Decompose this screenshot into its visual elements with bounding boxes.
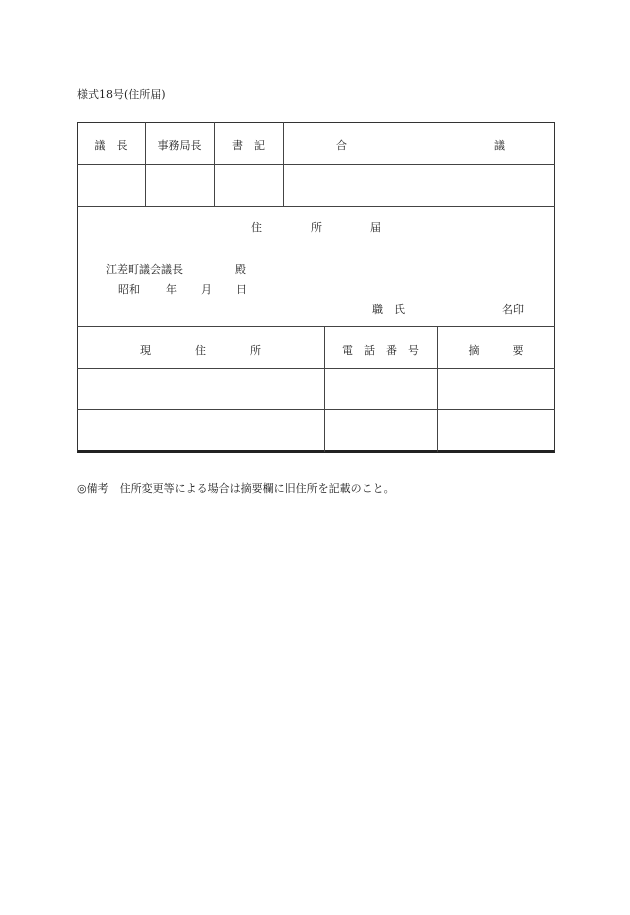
month-label: 月 [201,283,212,296]
phone-cell-row-2[interactable] [325,410,436,450]
position-name-label: 職 氏 [372,303,405,316]
approval-block-bottom [77,206,555,207]
address-column-header: 現 住 所 [140,344,261,357]
chair-label: 議 長 [94,139,128,152]
day-label: 日 [236,283,247,296]
remarks-cell-row-2[interactable] [438,410,554,450]
form-title: 様式18号(住所届) [77,88,166,101]
address-cell-row-2[interactable] [78,410,323,450]
phone-cell-row-1[interactable] [325,369,436,408]
chair-stamp-cell[interactable] [78,165,144,205]
year-label: 年 [166,283,177,296]
secretary-general-label: 事務局長 [157,139,202,152]
council-stamp-cell[interactable] [284,165,554,205]
clerk-label: 書 記 [232,139,265,152]
addressee: 江差町議会議長 [106,263,183,276]
name-seal-label: 名印 [502,303,524,316]
notice-heading-char-2: 所 [311,221,322,234]
notice-heading-char-3: 届 [370,221,381,234]
phone-column-header: 電 話 番 号 [342,344,419,357]
secretary-general-stamp-cell[interactable] [146,165,213,205]
notice-heading-char-1: 住 [251,221,262,234]
address-cell-row-1[interactable] [78,369,323,408]
era-label: 昭和 [118,283,140,296]
table-top-line [77,326,555,327]
council-label-part1: 合 [336,139,347,152]
footnote: ◎備考 住所変更等による場合は摘要欄に旧住所を記載のこと。 [77,482,395,495]
honorific: 殿 [235,263,246,276]
clerk-stamp-cell[interactable] [215,165,282,205]
remarks-cell-row-1[interactable] [438,369,554,408]
remarks-column-header: 摘 要 [468,344,524,357]
council-label-part2: 議 [494,139,505,152]
